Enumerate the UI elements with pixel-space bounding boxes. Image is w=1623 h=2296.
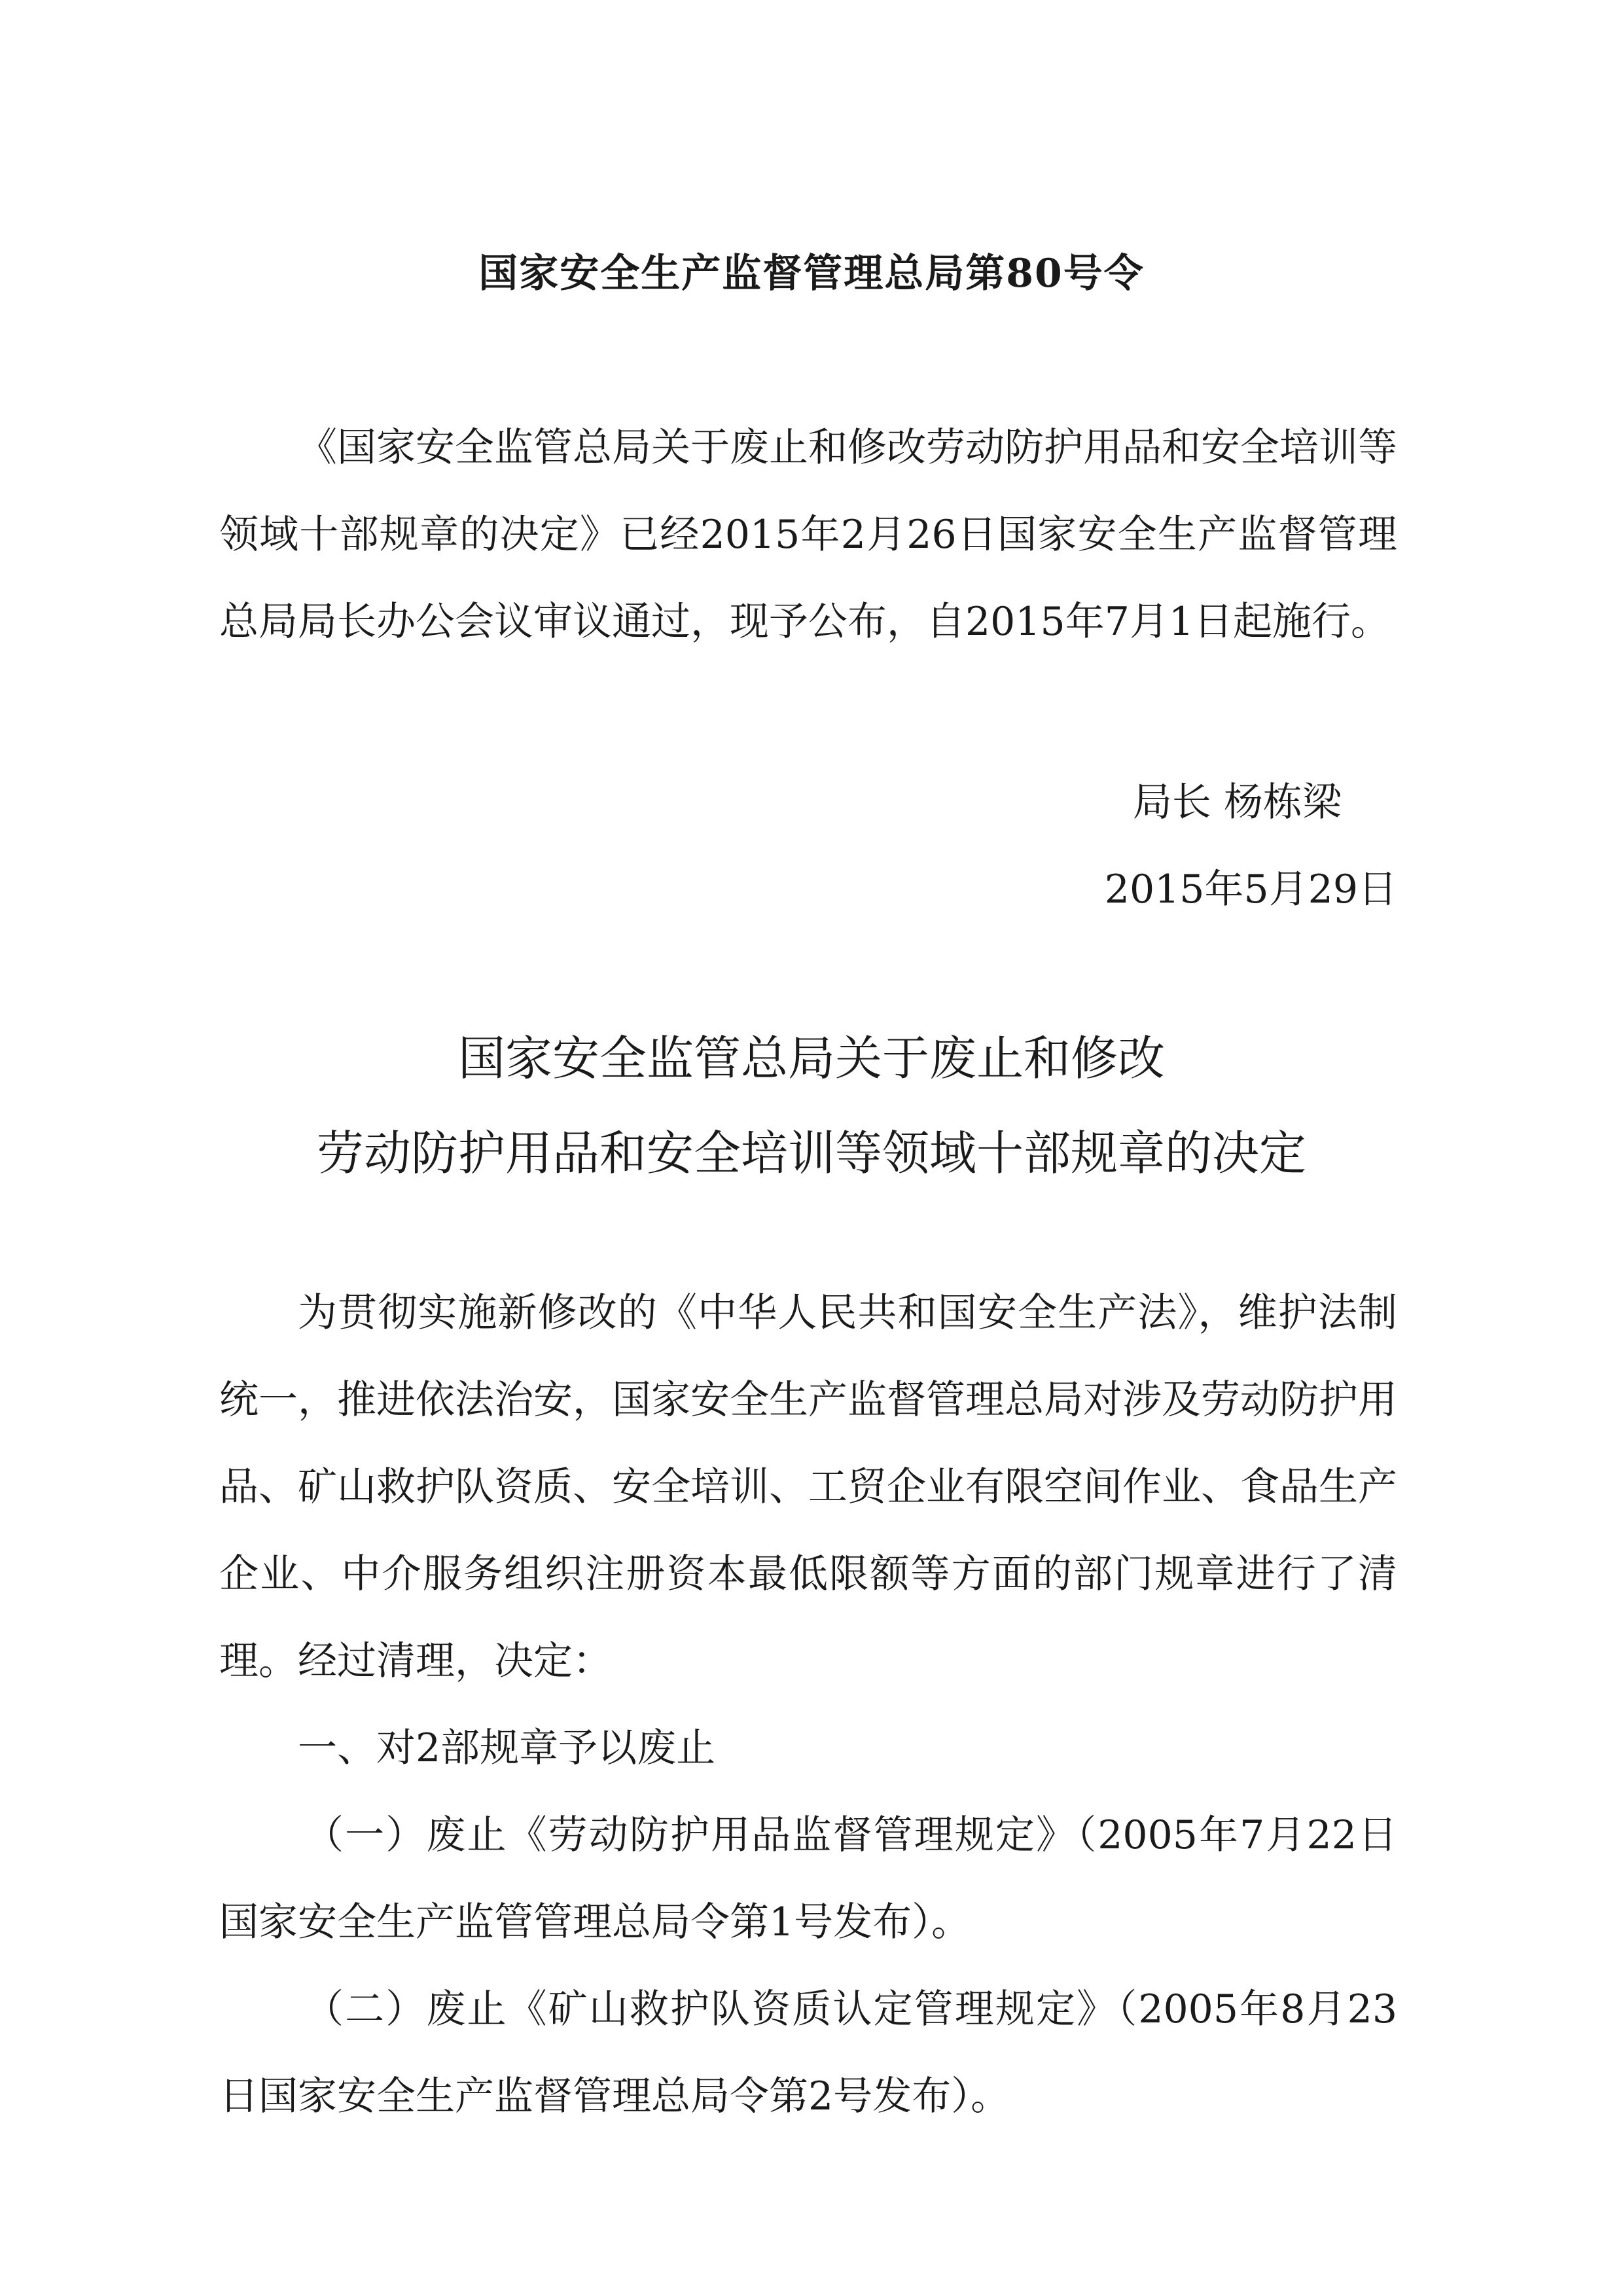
section-1-item-2: （二）废止《矿山救护队资质认定管理规定》（2005年8月23日国家安全生产监督管理总局令第2号发布）。	[219, 1986, 1397, 2119]
signature-date: 2015年5月29日	[1104, 867, 1397, 912]
order-body	[219, 404, 1397, 666]
decision-title	[0, 1011, 1623, 1201]
signature: 局长 杨栋梁	[1132, 780, 1342, 825]
decision-title-line-2: 劳动防护用品和安全培训等领域十部规章的决定	[316, 1126, 1306, 1181]
section-1-heading: 一、对2部规章予以废止	[298, 1725, 716, 1771]
order-paragraph: 《国家安全监管总局关于废止和修改劳动防护用品和安全培训等领域十部规章的决定》已经2015年2月26日国家安全生产监督管理总局局长办公会议审议通过，现予公布，自2015年7月1日起施行。	[219, 425, 1397, 645]
order-title: 国家安全生产监督管理总局第80号令	[478, 251, 1145, 296]
decision-body	[219, 1270, 1397, 2140]
section-1-item-1: （一）废止《劳动防护用品监督管理规定》（2005年7月22日国家安全生产监管管理总局令第1号发布）。	[219, 1812, 1397, 1945]
decision-title-line-1: 国家安全监管总局关于废止和修改	[457, 1031, 1165, 1086]
decision-intro: 为贯彻实施新修改的《中华人民共和国安全生产法》，维护法制统一，推进依法治安，国家安全生产监督管理总局对涉及劳动防护用品、矿山救护队资质、安全培训、工贸企业有限空间作业、食品生产企业、中介服务组织注册资本最低限额等方面的部门规章进行了清理。经过清理，决定：	[219, 1290, 1397, 1684]
